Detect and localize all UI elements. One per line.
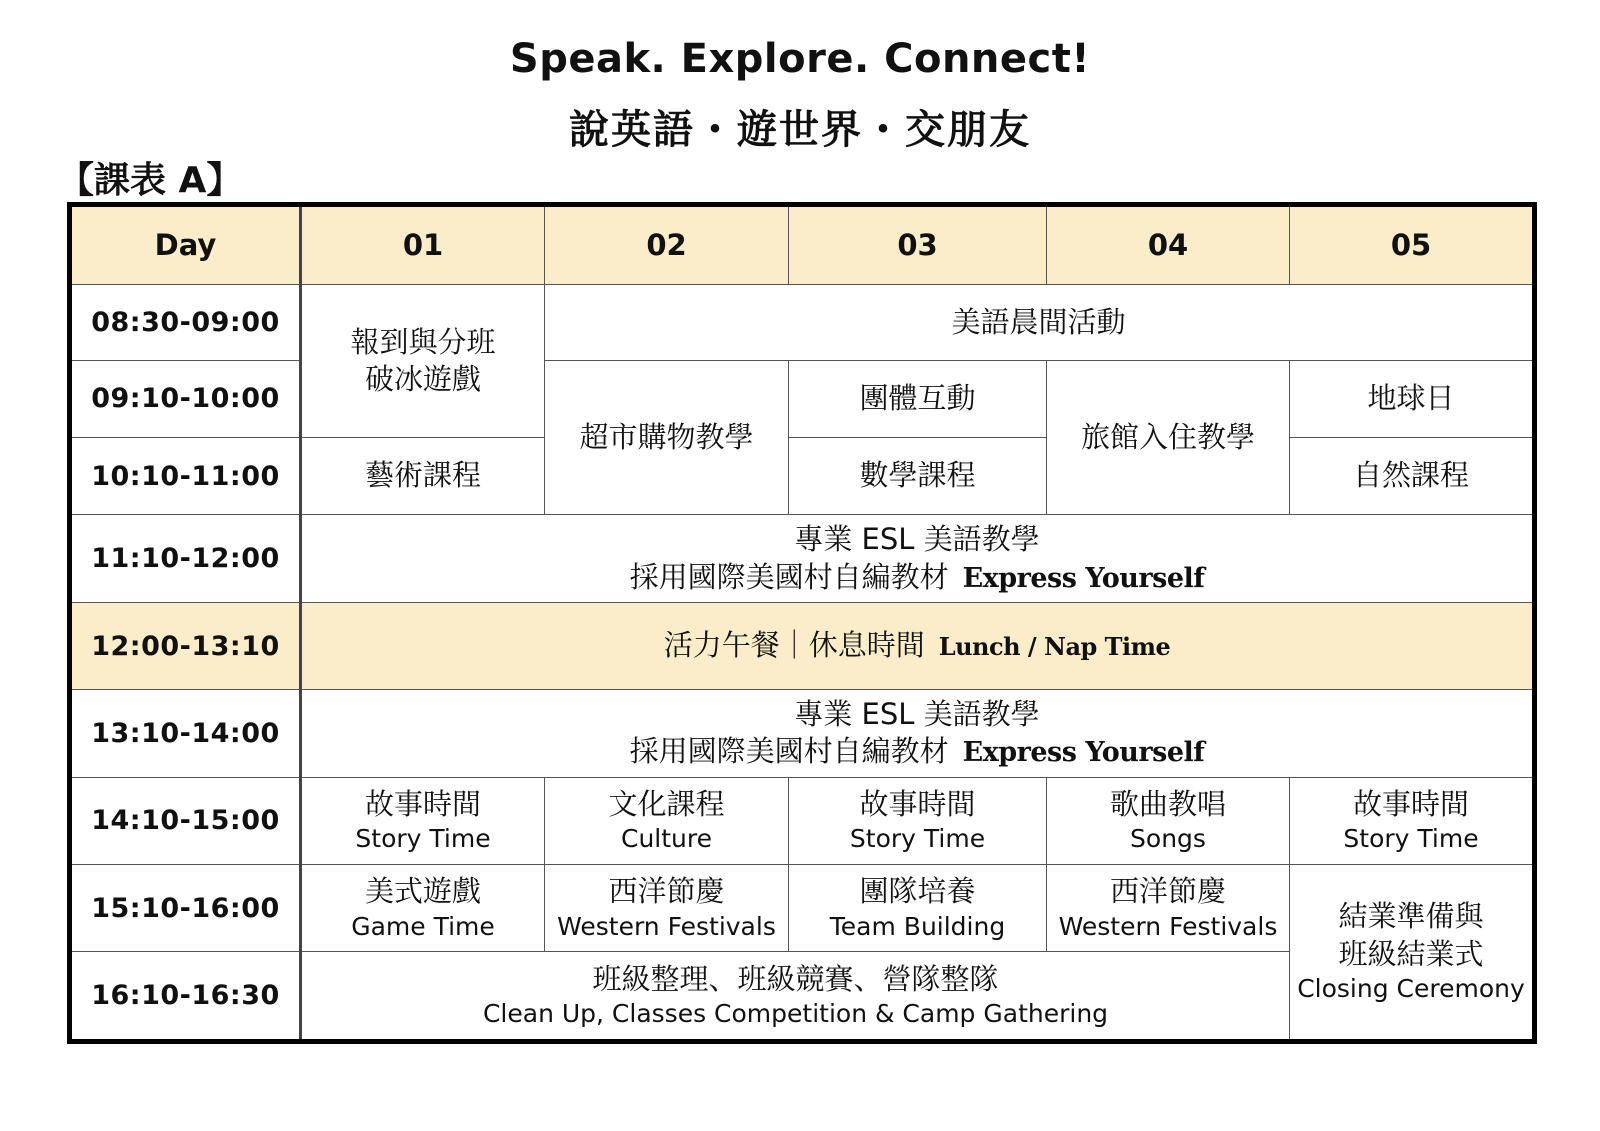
table-row — [70, 690, 1535, 777]
activity-zh: 故事時間 — [1352, 786, 1469, 821]
esl-materials-text: 採用國際美國村自編教材 — [629, 559, 949, 594]
lunch-line — [306, 627, 1528, 665]
cleanup-en: Clean Up, Classes Competition & Camp Gathering — [482, 999, 1109, 1029]
activity-zh: 美式遊戲 — [364, 874, 481, 909]
header-day-05: 05 — [1290, 205, 1535, 285]
esl-afternoon-cell — [301, 690, 1535, 777]
activity-zh: 團隊培養 — [859, 874, 976, 909]
time-slot: 09:10-10:00 — [70, 360, 301, 437]
activity-zh: 文化課程 — [608, 786, 725, 821]
activity-zh: 故事時間 — [364, 786, 481, 821]
math-class-text: 數學課程 — [859, 458, 976, 493]
time-slot: 08:30-09:00 — [70, 285, 301, 360]
activity-cell — [301, 865, 545, 952]
header-day-01: 01 — [301, 205, 545, 285]
supermarket-cell — [545, 360, 789, 515]
lunch-cell — [301, 602, 1535, 689]
hotel-checkin-cell — [1047, 360, 1290, 515]
activity-cell — [545, 865, 789, 952]
table-row — [70, 602, 1535, 689]
activity-cell — [1290, 777, 1535, 864]
group-interaction-cell — [789, 360, 1047, 437]
activity-zh: 歌曲教唱 — [1109, 786, 1226, 821]
hotel-checkin-text: 旅館入住教學 — [1080, 419, 1255, 454]
lunch-text-zh: 活力午餐｜休息時間 — [663, 628, 925, 663]
activity-en: Story Time — [1343, 824, 1479, 854]
esl-morning-cell — [301, 515, 1535, 602]
time-slot: 13:10-14:00 — [70, 690, 301, 777]
morning-activity-cell — [545, 285, 1535, 360]
esl-materials — [306, 733, 1528, 771]
earth-day-cell — [1290, 360, 1535, 437]
closing-en: Closing Ceremony — [1297, 974, 1525, 1004]
page-title-chinese: 說英語・遊世界・交朋友 — [569, 107, 1031, 153]
activity-en: Western Festivals — [557, 911, 776, 941]
time-slot: 11:10-12:00 — [70, 515, 301, 602]
esl-materials — [306, 559, 1528, 597]
math-class-cell — [789, 438, 1047, 515]
header-day-02: 02 — [545, 205, 789, 285]
lunch-text-en: Lunch / Nap Time — [938, 632, 1171, 662]
nature-class-cell — [1290, 438, 1535, 515]
time-slot: 15:10-16:00 — [70, 865, 301, 952]
time-slot: 10:10-11:00 — [70, 438, 301, 515]
activity-en: Songs — [1130, 824, 1206, 854]
schedule-table — [67, 202, 1537, 1044]
table-row — [70, 865, 1535, 952]
activity-cell — [789, 865, 1047, 952]
esl-title: 專業 ESL 美語教學 — [794, 521, 1040, 556]
cleanup-cell — [301, 952, 1290, 1042]
table-row — [70, 515, 1535, 602]
time-slot: 16:10-16:30 — [70, 952, 301, 1042]
activity-en: Culture — [620, 824, 712, 854]
closing-ceremony-cell — [1290, 865, 1535, 1042]
activity-en: Game Time — [351, 911, 495, 941]
activity-cell — [1047, 865, 1290, 952]
supermarket-text: 超市購物教學 — [579, 419, 754, 454]
schedule-label: 【課表 A】 — [58, 160, 243, 201]
header-day: Day — [70, 205, 301, 285]
art-class-text: 藝術課程 — [364, 458, 481, 493]
nature-class-text: 自然課程 — [1352, 458, 1469, 493]
cleanup-zh: 班級整理、班級競賽、營隊整隊 — [592, 961, 999, 996]
page-title-english: Speak. Explore. Connect! — [509, 36, 1091, 82]
activity-zh: 西洋節慶 — [1109, 874, 1226, 909]
checkin-line2: 破冰遊戲 — [364, 362, 481, 397]
activity-cell — [545, 777, 789, 864]
time-slot: 14:10-15:00 — [70, 777, 301, 864]
activity-cell — [1047, 777, 1290, 864]
table-row — [70, 438, 1535, 515]
time-slot: 12:00-13:10 — [70, 602, 301, 689]
group-interaction-text: 團體互動 — [859, 381, 976, 416]
closing-line2: 班級結業式 — [1338, 936, 1484, 971]
table-row — [70, 360, 1535, 437]
activity-en: Western Festivals — [1058, 911, 1278, 941]
activity-en: Team Building — [829, 911, 1006, 941]
earth-day-text: 地球日 — [1367, 381, 1455, 416]
header-row — [70, 205, 1535, 285]
header-day-04: 04 — [1047, 205, 1290, 285]
morning-activity-text: 美語晨間活動 — [951, 304, 1126, 339]
table-row — [70, 285, 1535, 360]
activity-cell — [789, 777, 1047, 864]
art-class-cell — [301, 438, 545, 515]
esl-book-title: Express Yourself — [962, 562, 1205, 594]
activity-en: Story Time — [849, 824, 986, 854]
activity-zh: 西洋節慶 — [608, 874, 725, 909]
activity-zh: 故事時間 — [859, 786, 976, 821]
checkin-cell — [301, 285, 545, 438]
esl-title: 專業 ESL 美語教學 — [794, 696, 1040, 731]
esl-materials-text: 採用國際美國村自編教材 — [629, 734, 949, 769]
header-day-03: 03 — [789, 205, 1047, 285]
closing-line1: 結業準備與 — [1338, 899, 1484, 934]
activity-cell — [301, 777, 545, 864]
checkin-line1: 報到與分班 — [350, 324, 496, 359]
activity-en: Story Time — [355, 824, 491, 854]
esl-book-title: Express Yourself — [962, 737, 1205, 769]
table-row — [70, 777, 1535, 864]
